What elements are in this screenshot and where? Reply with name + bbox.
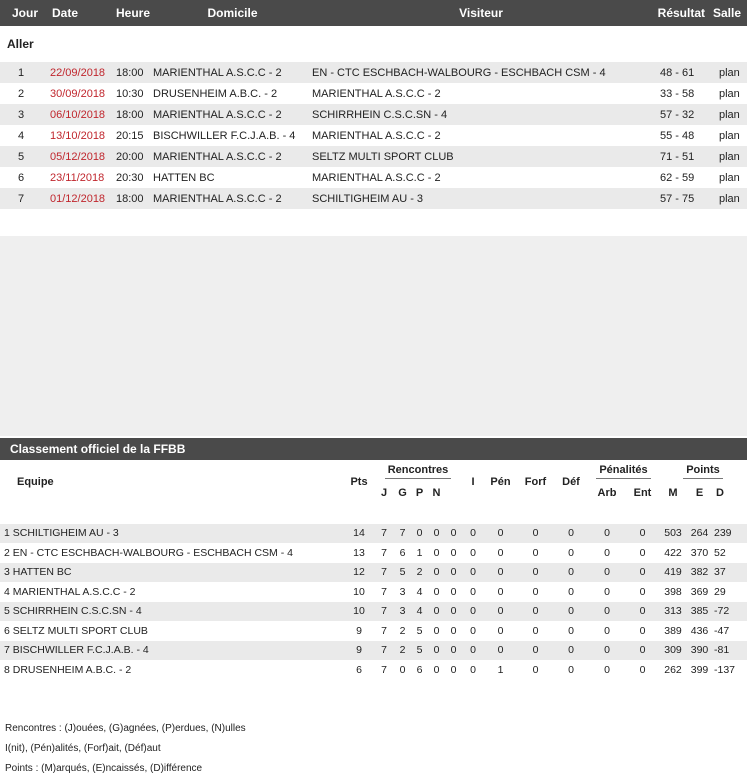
standings-forf: 0 [532,624,539,637]
schedule-salle-link[interactable]: plan [719,87,740,100]
standings-arb: 0 [604,624,610,637]
standings-pts: 12 [344,563,374,583]
standings-n2: 0 [445,563,462,583]
standings-n: 0 [428,524,445,544]
standings-p: 6 [416,663,423,676]
standings-g: 7 [394,524,411,544]
col-m: M [668,487,678,499]
schedule-salle-link[interactable]: plan [709,146,747,167]
schedule-salle-link[interactable]: plan [719,171,740,184]
standings-pen: 0 [497,585,504,598]
standings-e: 264 [687,524,712,544]
standings-j: 7 [374,563,394,583]
standings-e: 385 [687,602,712,622]
standings-forf: 0 [532,663,539,676]
standings-arb: 0 [604,546,610,559]
standings-i: 0 [462,602,484,622]
standings-i: 0 [462,524,484,544]
standings-n: 0 [433,585,440,598]
standings-g: 6 [399,546,406,559]
schedule-date-link[interactable]: 13/10/2018 [50,129,106,142]
standings-g: 5 [394,563,411,583]
standings-equipe: 1 SCHILTIGHEIM AU - 3 [0,524,344,544]
standings-panel [0,438,747,680]
schedule-heure: 18:00 [116,104,153,125]
schedule-domicile: MARIENTHAL A.S.C.C - 2 [153,188,312,209]
standings-g: 0 [399,663,406,676]
standings-p: 1 [416,546,423,559]
standings-row [0,524,747,544]
standings-forf: 0 [517,602,554,622]
schedule-visiteur: SCHILTIGHEIM AU - 3 [312,188,650,209]
standings-j: 7 [381,663,387,676]
legend-points: Points : (M)arqués, (E)ncaissés, (D)ifférence [5,763,203,774]
col-arb: Arb [597,487,617,499]
standings-i: 0 [462,563,484,583]
standings-n2: 0 [445,641,462,661]
standings-forf: 0 [517,641,554,661]
schedule-salle-link[interactable]: plan [719,129,740,142]
standings-n2: 0 [450,546,457,559]
schedule-visiteur: SELTZ MULTI SPORT CLUB [312,146,650,167]
standings-n2: 0 [445,602,462,622]
standings-forf: 0 [517,563,554,583]
schedule-row [0,83,747,104]
standings-row [0,621,747,641]
standings-row [0,641,747,661]
standings-ent: 0 [639,585,646,598]
schedule-domicile: MARIENTHAL A.S.C.C - 2 [153,62,312,83]
standings-p: 5 [411,641,428,661]
standings-ent: 0 [639,663,646,676]
standings-g: 2 [394,641,411,661]
standings-m: 422 [664,546,682,559]
schedule-header [0,0,747,26]
standings-def: 0 [568,624,574,637]
col-domicile[interactable]: Domicile [207,6,258,20]
schedule-date-link[interactable]: 05/12/2018 [44,146,116,167]
standings-e: 436 [690,624,709,637]
col-e: E [695,487,704,499]
col-ent: Ent [633,487,652,499]
schedule-resultat: 71 - 51 [650,146,709,167]
standings-d: 239 [712,524,747,544]
standings-m: 309 [659,641,687,661]
standings-j: 7 [374,602,394,622]
col-salle[interactable]: Salle [712,6,741,20]
col-date[interactable]: Date [52,6,79,20]
standings-j: 7 [381,624,387,637]
standings-d: -81 [712,641,747,661]
standings-ent: 0 [639,546,646,559]
schedule-heure: 20:00 [116,146,153,167]
standings-pts: 6 [356,663,362,676]
schedule-visiteur: SCHIRRHEIN C.S.C.SN - 4 [312,104,650,125]
schedule-salle-link[interactable]: plan [709,104,747,125]
standings-d: 29 [714,585,726,598]
schedule-jour: 1 [0,62,44,83]
schedule-row [0,62,747,83]
col-pen: Pén [490,476,511,488]
schedule-domicile: HATTEN BC [153,171,215,184]
standings-equipe: 3 HATTEN BC [0,563,344,583]
schedule-visiteur: MARIENTHAL A.S.C.C - 2 [312,87,441,100]
col-n: N [432,487,441,499]
schedule-salle-link[interactable]: plan [709,188,747,209]
standings-g: 3 [394,602,411,622]
schedule-jour: 6 [18,171,25,184]
standings-row [0,660,747,680]
standings-m: 262 [664,663,682,676]
standings-equipe: 6 SELTZ MULTI SPORT CLUB [4,624,148,637]
standings-p: 2 [411,563,428,583]
standings-j: 7 [381,585,387,598]
standings-n: 0 [433,546,440,559]
standings-pts: 9 [356,624,362,637]
standings-arb: 0 [588,641,626,661]
schedule-visiteur: MARIENTHAL A.S.C.C - 2 [312,171,441,184]
schedule-jour: 5 [0,146,44,167]
legend-init: I(nit), (Pén)alités, (Forf)ait, (Déf)aut [5,743,161,754]
schedule-resultat: 33 - 58 [660,87,695,100]
standings-p: 4 [416,585,423,598]
standings-i: 0 [470,585,476,598]
schedule-row [0,125,747,146]
schedule-heure: 20:15 [116,129,144,142]
standings-d: -47 [714,624,730,637]
standings-g: 3 [399,585,406,598]
schedule-date-link[interactable]: 30/09/2018 [50,87,106,100]
standings-pts: 14 [344,524,374,544]
schedule-date-link[interactable]: 22/09/2018 [44,62,116,83]
schedule-date-link[interactable]: 01/12/2018 [44,188,116,209]
col-jour[interactable]: Jour [12,6,39,20]
standings-e: 370 [690,546,709,559]
group-points: Points [683,464,723,479]
schedule-visiteur: EN - CTC ESCHBACH-WALBOURG - ESCHBACH CSM - 4 [312,62,650,83]
standings-forf: 0 [532,585,539,598]
standings-d: 37 [712,563,747,583]
standings-equipe: 5 SCHIRRHEIN C.S.C.SN - 4 [0,602,344,622]
standings-p: 0 [411,524,428,544]
schedule-date-link[interactable]: 06/10/2018 [44,104,116,125]
schedule-resultat: 57 - 32 [650,104,709,125]
standings-table [0,460,747,680]
schedule-row [0,104,747,125]
standings-m: 419 [659,563,687,583]
standings-forf: 0 [532,546,539,559]
col-j: J [380,487,388,499]
group-penalites: Pénalités [596,464,650,479]
standings-n2: 0 [445,524,462,544]
standings-equipe: 4 MARIENTHAL A.S.C.C - 2 [4,585,136,598]
legend [5,719,246,779]
standings-i: 0 [470,663,476,676]
standings-equipe: 2 EN - CTC ESCHBACH-WALBOURG - ESCHBACH CSM - 4 [4,546,293,559]
schedule-resultat: 62 - 59 [660,171,695,184]
standings-row [0,543,747,563]
schedule-resultat: 57 - 75 [650,188,709,209]
standings-row [0,563,747,583]
standings-j: 7 [381,546,387,559]
standings-m: 398 [664,585,682,598]
standings-forf: 0 [517,524,554,544]
standings-def: 0 [568,663,574,676]
schedule-domicile: MARIENTHAL A.S.C.C - 2 [153,104,312,125]
standings-pen: 0 [497,546,504,559]
standings-pts: 10 [353,585,365,598]
col-i: I [471,476,475,488]
standings-ent: 0 [626,602,659,622]
schedule-jour: 7 [0,188,44,209]
schedule-heure: 10:30 [116,87,144,100]
standings-m: 389 [664,624,682,637]
schedule-row [0,188,747,209]
schedule-visiteur: MARIENTHAL A.S.C.C - 2 [312,129,441,142]
standings-def: 0 [554,641,588,661]
standings-g: 2 [399,624,406,637]
standings-def: 0 [554,563,588,583]
col-pts: Pts [350,476,368,488]
standings-p: 5 [416,624,423,637]
schedule-jour: 2 [18,87,25,100]
standings-e: 369 [690,585,709,598]
standings-i: 0 [470,546,476,559]
standings-d: -72 [712,602,747,622]
standings-equipe: 8 DRUSENHEIM A.B.C. - 2 [4,663,132,676]
standings-def: 0 [554,602,588,622]
schedule-jour: 4 [18,129,25,142]
standings-n: 0 [428,563,445,583]
standings-pen: 0 [484,641,517,661]
standings-d: -137 [714,663,736,676]
col-equipe: Equipe [17,476,54,488]
standings-e: 382 [687,563,712,583]
standings-n2: 0 [450,585,457,598]
standings-pts: 10 [344,602,374,622]
standings-arb: 0 [604,663,610,676]
standings-pen: 0 [484,524,517,544]
col-def: Déf [562,476,580,488]
standings-ent: 0 [639,624,646,637]
col-d: D [716,487,724,499]
schedule-heure: 18:00 [116,188,153,209]
legend-rencontres: Rencontres : (J)ouées, (G)agnées, (P)erdues, (N)ulles [5,723,246,734]
standings-pen: 0 [484,602,517,622]
standings-arb: 0 [588,563,626,583]
standings-p: 4 [411,602,428,622]
standings-i: 0 [470,624,476,637]
schedule-table [0,0,747,209]
standings-d: 52 [714,546,726,559]
standings-pen: 0 [484,563,517,583]
standings-arb: 0 [588,602,626,622]
standings-title: Classement officiel de la FFBB [0,438,747,460]
schedule-resultat: 55 - 48 [660,129,695,142]
schedule-salle-link[interactable]: plan [709,62,747,83]
standings-def: 0 [568,546,574,559]
standings-pts: 13 [353,546,365,559]
schedule-row [0,167,747,188]
standings-n: 0 [428,641,445,661]
schedule-heure: 20:30 [116,171,144,184]
standings-n: 0 [433,624,440,637]
standings-arb: 0 [604,585,610,598]
standings-e: 390 [687,641,712,661]
col-resultat[interactable]: Résultat [657,6,705,20]
schedule-domicile: DRUSENHEIM A.B.C. - 2 [153,87,278,100]
col-heure[interactable]: Heure [116,6,151,20]
schedule-resultat: 48 - 61 [650,62,709,83]
standings-j: 7 [374,524,394,544]
standings-def: 0 [568,585,574,598]
standings-row [0,582,747,602]
schedule-domicile: MARIENTHAL A.S.C.C - 2 [153,146,312,167]
standings-n: 0 [428,602,445,622]
standings-e: 399 [690,663,709,676]
schedule-heure: 18:00 [116,62,153,83]
standings-n: 0 [433,663,440,676]
group-rencontres: Rencontres [385,464,452,479]
standings-pen: 1 [497,663,504,676]
col-forf: Forf [524,476,547,488]
standings-arb: 0 [588,524,626,544]
schedule-date-link[interactable]: 23/11/2018 [50,171,105,184]
schedule-row [0,146,747,167]
standings-n2: 0 [450,624,457,637]
standings-pts: 9 [344,641,374,661]
standings-i: 0 [462,641,484,661]
standings-equipe: 7 BISCHWILLER F.C.J.A.B. - 4 [0,641,344,661]
standings-m: 503 [659,524,687,544]
section-aller: Aller [7,37,34,51]
col-p: P [415,487,424,499]
col-visiteur[interactable]: Visiteur [459,6,503,20]
standings-pen: 0 [497,624,504,637]
standings-ent: 0 [626,524,659,544]
standings-j: 7 [374,641,394,661]
standings-ent: 0 [626,641,659,661]
standings-n2: 0 [450,663,457,676]
standings-row [0,602,747,622]
schedule-jour: 3 [0,104,44,125]
standings-m: 313 [659,602,687,622]
standings-ent: 0 [626,563,659,583]
standings-def: 0 [554,524,588,544]
schedule-domicile: BISCHWILLER F.C.J.A.B. - 4 [153,129,296,142]
col-g: G [398,487,407,499]
empty-panel [0,236,747,436]
